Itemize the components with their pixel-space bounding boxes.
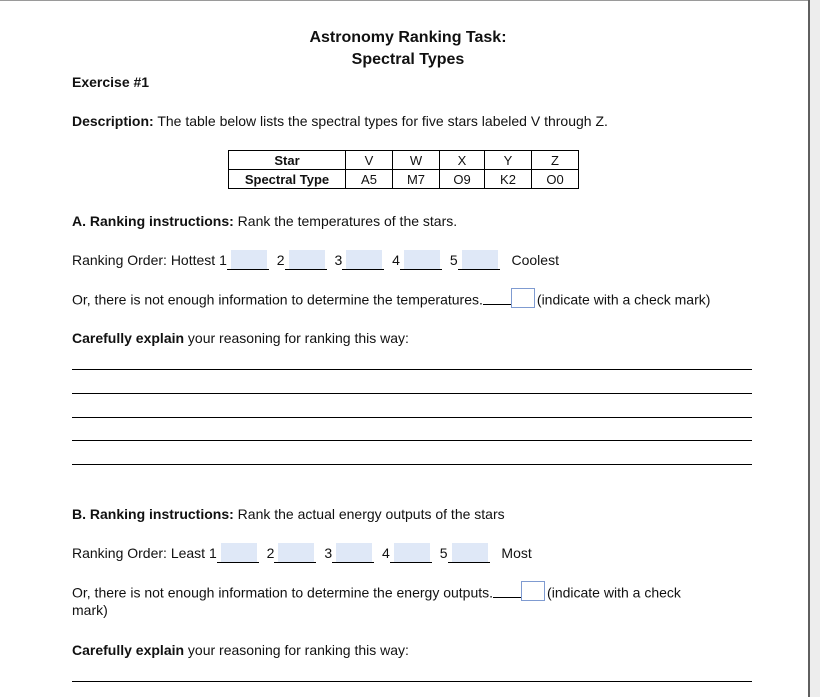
table-cell: K2 xyxy=(485,170,532,189)
rank-number: 4 xyxy=(392,252,400,268)
exercise-label: Exercise #1 xyxy=(72,74,150,90)
table-header-spectral-type: Spectral Type xyxy=(229,170,346,189)
rank-field-3[interactable] xyxy=(332,545,374,561)
check-line xyxy=(483,292,511,305)
ranking-suffix: Most xyxy=(501,545,532,561)
part-a-not-enough-info xyxy=(72,291,710,311)
description-text: The table below lists the spectral types for five stars labeled V through Z. xyxy=(153,113,608,129)
rank-field-2[interactable] xyxy=(274,545,316,561)
rank-field-2[interactable] xyxy=(285,252,327,268)
part-b-instructions xyxy=(72,506,505,522)
table-cell: W xyxy=(393,151,440,170)
ranking-prefix: Ranking Order: Least xyxy=(72,545,206,561)
viewer-gutter xyxy=(810,0,820,697)
table-cell: M7 xyxy=(393,170,440,189)
title-line-1: Astronomy Ranking Task: xyxy=(309,29,507,46)
rank-number: 5 xyxy=(439,545,448,561)
table-cell: V xyxy=(346,151,393,170)
spectral-type-table xyxy=(228,150,579,189)
part-a-ranking-order xyxy=(72,252,559,268)
rank-field-1[interactable] xyxy=(227,252,269,268)
table-cell: O9 xyxy=(440,170,485,189)
rank-number: 4 xyxy=(382,545,390,561)
part-b-not-enough-info xyxy=(72,584,681,604)
part-b-label: B. Ranking instructions: xyxy=(72,506,234,522)
rank-field-1[interactable] xyxy=(217,545,259,561)
ranking-prefix: Ranking Order: Hottest xyxy=(72,252,216,268)
rank-number: 5 xyxy=(449,252,458,268)
description xyxy=(72,113,608,129)
ranking-suffix: Coolest xyxy=(511,252,559,268)
answer-line[interactable] xyxy=(72,440,752,441)
part-b-ranking-order xyxy=(72,545,532,561)
page-top-border xyxy=(0,0,808,1)
answer-line[interactable] xyxy=(72,369,752,370)
rank-field-5[interactable] xyxy=(458,252,500,268)
rank-field-3[interactable] xyxy=(342,252,384,268)
explain-rest: your reasoning for ranking this way: xyxy=(184,642,409,658)
table-cell: O0 xyxy=(532,170,579,189)
rank-field-5[interactable] xyxy=(448,545,490,561)
answer-line[interactable] xyxy=(72,464,752,465)
rank-number: 2 xyxy=(276,252,285,268)
table-row-spectral-type xyxy=(229,170,579,189)
part-a-label: A. Ranking instructions: xyxy=(72,213,234,229)
not-enough-checkbox[interactable] xyxy=(511,288,535,308)
explain-bold: Carefully explain xyxy=(72,642,185,658)
not-enough-text: Or, there is not enough information to determine the energy outputs. xyxy=(72,584,494,601)
part-a-instructions xyxy=(72,213,457,229)
table-cell: X xyxy=(440,151,485,170)
table-header-star: Star xyxy=(229,151,346,170)
part-b-explain-prompt xyxy=(72,642,409,658)
check-line xyxy=(493,585,521,598)
answer-line[interactable] xyxy=(72,417,752,418)
part-a-explain-prompt xyxy=(72,330,409,346)
part-b-text: Rank the actual energy outputs of the stars xyxy=(233,506,505,522)
table-cell: Z xyxy=(532,151,579,170)
answer-line[interactable] xyxy=(72,393,752,394)
answer-line[interactable] xyxy=(72,681,752,682)
indicate-continuation: mark) xyxy=(72,602,108,618)
table-cell: Y xyxy=(485,151,532,170)
description-label: Description: xyxy=(72,113,154,129)
explain-bold: Carefully explain xyxy=(72,330,185,346)
rank-number: 2 xyxy=(266,545,275,561)
table-cell: A5 xyxy=(346,170,393,189)
rank-field-4[interactable] xyxy=(400,252,442,268)
not-enough-checkbox[interactable] xyxy=(521,581,545,601)
table-row-star xyxy=(229,151,579,170)
explain-rest: your reasoning for ranking this way: xyxy=(184,330,409,346)
rank-number: 3 xyxy=(334,252,343,268)
not-enough-text: Or, there is not enough information to determine the temperatures. xyxy=(72,291,483,308)
indicate-text: (indicate with a check mark) xyxy=(536,291,711,308)
indicate-text: (indicate with a check xyxy=(547,584,681,601)
rank-number: 1 xyxy=(208,545,217,561)
part-a-text: Rank the temperatures of the stars. xyxy=(233,213,458,229)
title-line-2: Spectral Types xyxy=(351,51,465,68)
rank-field-4[interactable] xyxy=(390,545,432,561)
rank-number: 1 xyxy=(219,252,227,268)
rank-number: 3 xyxy=(324,545,333,561)
